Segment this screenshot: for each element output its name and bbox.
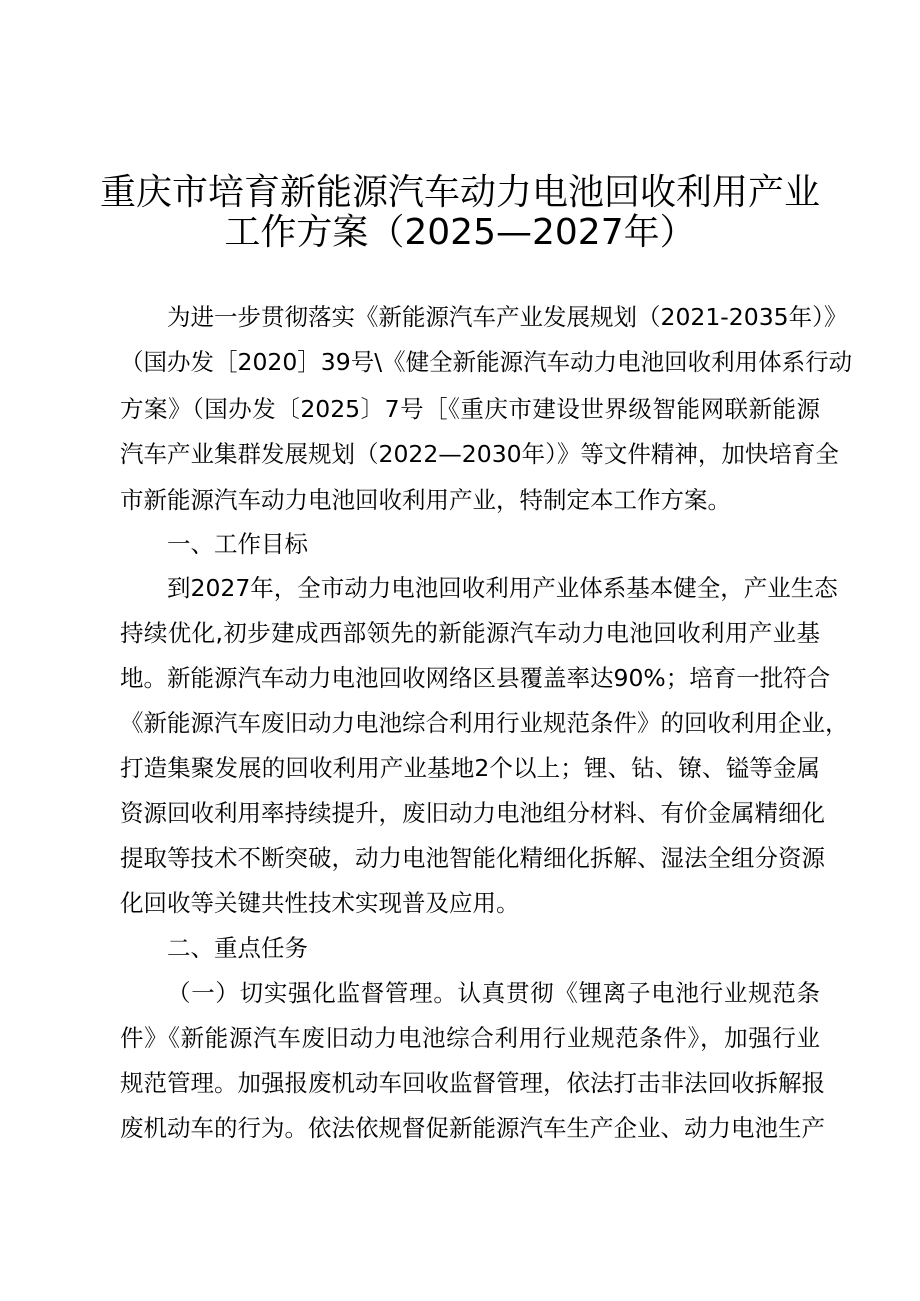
tasks-paragraph-line: 件》《新能源汽车废旧动力电池综合利用行业规范条件》，加强行业: [120, 1024, 820, 1052]
goals-paragraph-line: 打造集聚发展的回收利用产业基地2个以上；锂、钻、镣、镒等金属: [120, 754, 820, 782]
goals-paragraph-line: 到2027年，全市动力电池回收利用产业体系基本健全，产业生态: [167, 574, 838, 602]
tasks-paragraph-line: （一）切实强化监督管理。认真贯彻《锂离子电池行业规范条: [167, 979, 820, 1007]
intro-paragraph-line: 为进一步贯彻落实《新能源汽车产业发展规划（2021-2035年）》: [167, 303, 848, 331]
intro-paragraph-line: （国办发［2020］39号\《健全新能源汽车动力电池回收利用体系行动: [120, 348, 853, 376]
tasks-paragraph-line: 废机动车的行为。依法依规督促新能源汽车生产企业、动力电池生产: [120, 1114, 825, 1142]
goals-paragraph-line: 持续优化,初步建成西部领先的新能源汽车动力电池回收利用产业基: [120, 619, 820, 647]
intro-paragraph-line: 方案》（国办发〔2025〕7号［《重庆市建设世界级智能网联新能源: [120, 395, 820, 423]
goals-paragraph-line: 《新能源汽车废旧动力电池综合利用行业规范条件》的回收利用企业，: [120, 709, 849, 737]
goals-paragraph-line: 化回收等关键共性技术实现普及应用。: [120, 889, 520, 917]
goals-paragraph-line: 地。新能源汽车动力电池回收网络区县覆盖率达90%；培育一批符合: [120, 664, 831, 692]
section-heading: 一、工作目标: [167, 530, 308, 558]
intro-paragraph-line: 汽车产业集群发展规划（2022—2030年）》等文件精神，加快培育全: [120, 440, 839, 468]
intro-paragraph-line: 市新能源汽车动力电池回收利用产业，特制定本工作方案。: [120, 486, 731, 514]
document-title-line-2: 工作方案（2025—2027年）: [224, 212, 696, 253]
section-heading: 二、重点任务: [167, 934, 308, 962]
goals-paragraph-line: 资源回收利用率持续提升，废旧动力电池组分材料、有价金属精细化: [120, 799, 825, 827]
tasks-paragraph-line: 规范管理。加强报废机动车回收监督管理，依法打击非法回收拆解报: [120, 1069, 825, 1097]
goals-paragraph-line: 提取等技术不断突破，动力电池智能化精细化拆解、湿法全组分资源: [120, 844, 825, 872]
document-title-line-1: 重庆市培育新能源汽车动力电池回收利用产业: [99, 172, 820, 213]
